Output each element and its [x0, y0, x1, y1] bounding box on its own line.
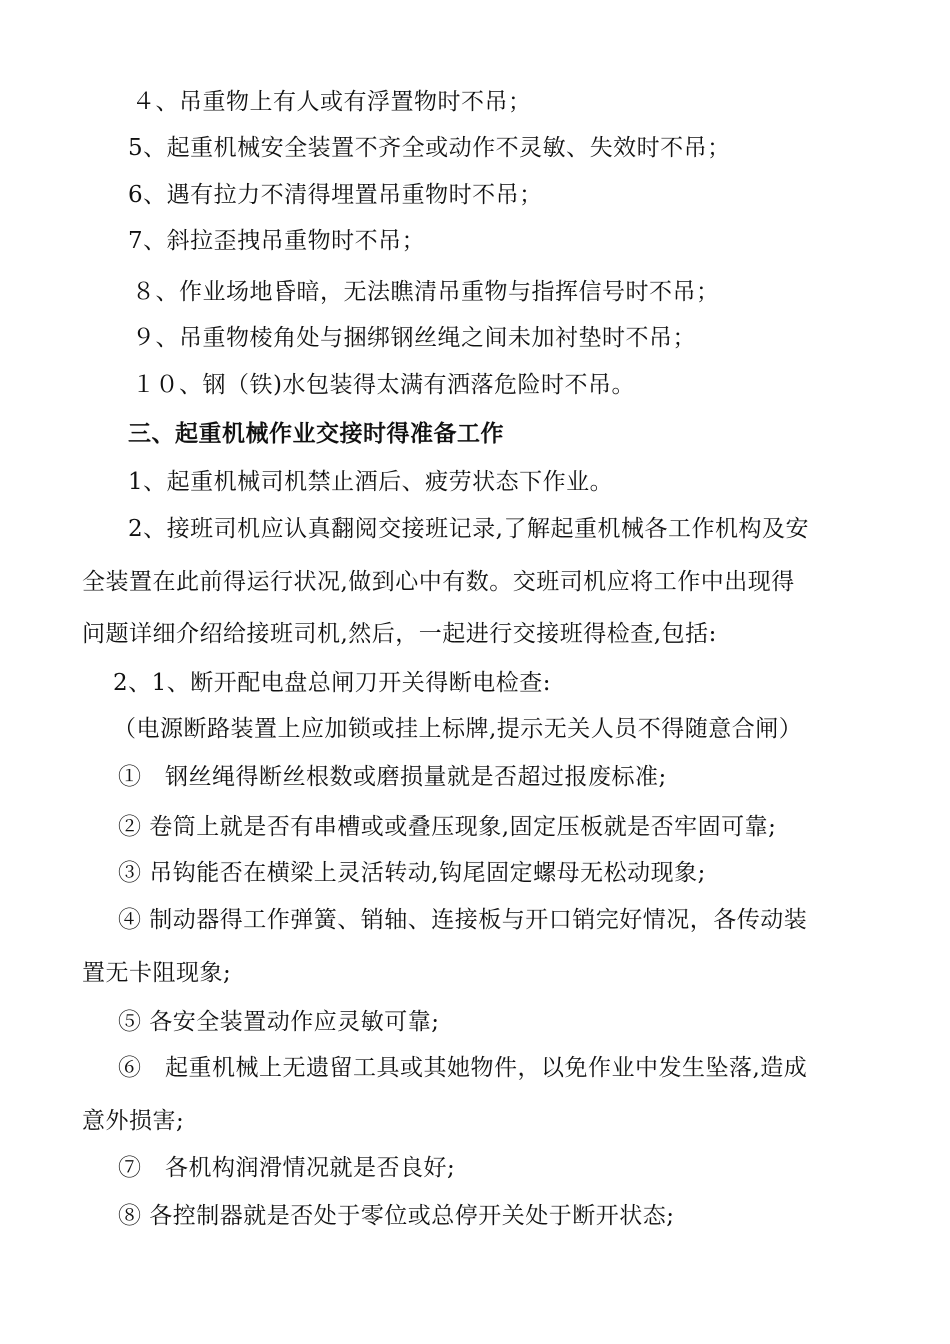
section-heading: 三、起重机械作业交接时得准备工作: [128, 420, 504, 447]
check-item-4-line-2: 置无卡阻现象;: [82, 960, 232, 986]
check-item-4-line-1: ④ 制动器得工作弹簧、销轴、连接板与开口销完好情况，各传动装: [118, 907, 808, 933]
check-item-2: ② 卷筒上就是否有串槽或或叠压现象,固定压板就是否牢固可靠;: [118, 814, 777, 840]
list-item-5: 5、起重机械安全装置不齐全或动作不灵敏、失效时不吊；: [128, 135, 731, 161]
check-item-7: ⑦ 各机构润滑情况就是否良好;: [118, 1155, 456, 1181]
list-item-4: ４、吊重物上有人或有浮置物时不吊；: [132, 89, 532, 115]
paragraph-2-line-1: 2、接班司机应认真翻阅交接班记录,了解起重机械各工作机构及安: [128, 516, 809, 542]
check-item-5: ⑤ 各安全装置动作应灵敏可靠;: [118, 1009, 440, 1035]
paragraph-1: 1、起重机械司机禁止酒后、疲劳状态下作业。: [128, 469, 614, 495]
subsection-heading: 2、1、断开配电盘总闸刀开关得断电检查:: [113, 670, 552, 696]
list-item-6: 6、遇有拉力不清得埋置吊重物时不吊；: [128, 182, 543, 208]
paragraph-2-line-2: 全装置在此前得运行状况,做到心中有数。交班司机应将工作中出现得: [82, 569, 795, 595]
check-item-8: ⑧ 各控制器就是否处于零位或总停开关处于断开状态;: [118, 1203, 675, 1229]
list-item-10: １０、钢（铁)水包装得太满有洒落危险时不吊。: [132, 372, 635, 398]
check-item-1: ① 钢丝绳得断丝根数或磨损量就是否超过报废标准;: [118, 764, 667, 790]
check-item-6-line-2: 意外损害;: [82, 1108, 185, 1134]
check-item-6-line-1: ⑥ 起重机械上无遗留工具或其她物件，以免作业中发生坠落,造成: [118, 1055, 808, 1081]
list-item-9: ９、吊重物棱角处与捆绑钢丝绳之间未加衬垫时不吊；: [132, 325, 696, 351]
list-item-8: ８、作业场地昏暗，无法瞧清吊重物与指挥信号时不吊；: [132, 279, 720, 305]
paragraph-2-line-3: 问题详细介绍给接班司机,然后，一起进行交接班得检查,包括:: [82, 621, 717, 647]
note-text: （电源断路装置上应加锁或挂上标牌,提示无关人员不得随意合闸）: [113, 716, 803, 742]
list-item-7: 7、斜拉歪拽吊重物时不吊；: [128, 228, 426, 254]
check-item-3: ③ 吊钩能否在横梁上灵活转动,钩尾固定螺母无松动现象;: [118, 860, 706, 886]
